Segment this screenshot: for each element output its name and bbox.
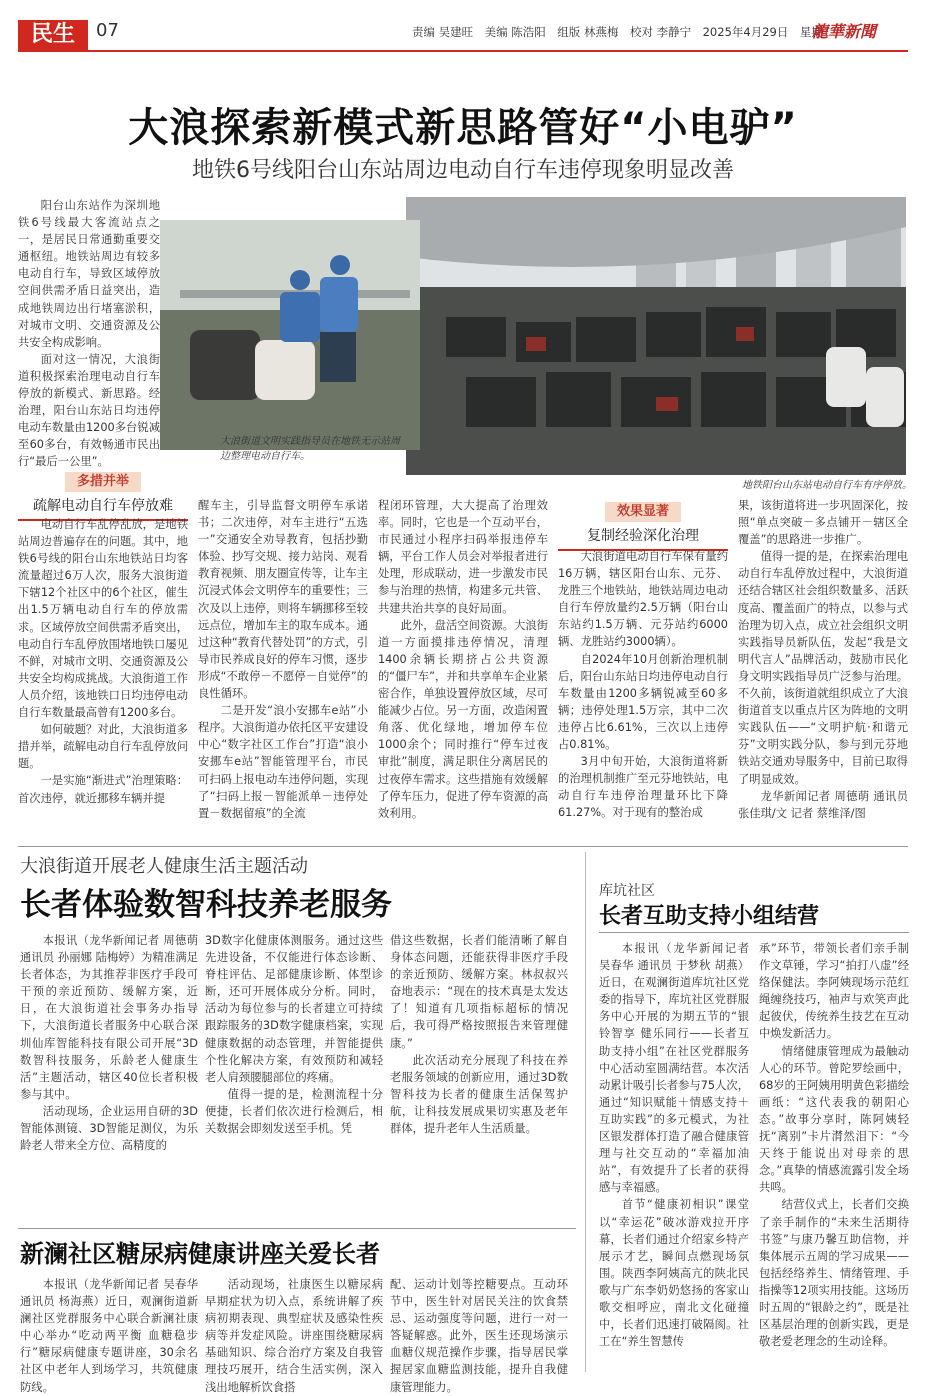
side-column-1-paragraph-2: 首节“健康初相识”课堂以“幸运花”破冰游戏拉开序幕，长者们通过介绍家乡特产展示才艺，瞬间点燃现场氛围。陕西李阿姨高亢的陕北民歌与广东李奶奶悠扬的客家山歌交相呼应，南北文化碰撞中，长者们迅速打破隔阂。社工在“养生智慧传 xyxy=(599,1198,749,1349)
column-3-paragraph-2: 此外，盘活空间资源。大浪街道一方面摸排违停情况，清理1400余辆长期挤占公共资源的“僵尸车”，并和共享单车企业紧密合作，单独设置停放区域，尽可能减少占位。另一方面，改造闲置角落、优化绿地，增加停车位1000余个；同时推行“停车过夜审批”制度，满足职住分离居民的过夜停车需求。这些措施有效缓解了停车压力，促进了停车资源的高效利用。 xyxy=(378,618,548,820)
sec3-column-1 xyxy=(20,1276,198,1394)
sec2-column-3-paragraph-1: 借这些数据，长者们能清晰了解自身体态问题，还能获得非医疗手段的亲近预防、缓解方案。林叔叔兴奋地表示：“现在的技术真是太发达了！知道有几项指标超标的情况后，我可得严格按照报告来管理健康。” xyxy=(390,934,568,1050)
sec2-column-2-paragraph-2: 值得一提的是，检测流程十分便捷，长者们依次进行检测后，相关数据会即刻发送至手机。凭 xyxy=(205,1087,383,1136)
page-number: 07 xyxy=(96,20,119,41)
side-column-2 xyxy=(759,940,909,1372)
sec3-column-1-paragraph: 本报讯（龙华新闻记者 吴春华 通讯员 杨海燕）近日，观澜街道新澜社区党群服务中心联合新澜社康中心举办“吃动两平衡 血糖稳步行”糖尿病健康专题讲座，30余名社区中老年人到场学习，共筑健康防线。 xyxy=(20,1278,198,1394)
article-column-2 xyxy=(198,497,368,840)
column-1-paragraph-3: 一是实施“渐进式”治理策略：首次违停，就近挪移车辆并提 xyxy=(18,774,188,805)
side-column-1 xyxy=(599,940,749,1372)
sec3-column-2 xyxy=(205,1276,383,1394)
column-5-byline: 龙华新闻记者 周德萌 通讯员 张佳琪/文 记者 蔡维泽/图 xyxy=(738,789,908,820)
sec3-column-3-paragraph: 配、运动计划等控糖要点。互动环节中，医生针对居民关注的饮食禁忌、运动强度等问题，进行一对一答疑解惑。此外，医生还现场演示血糖仪规范操作步骤，指导居民掌握居家血糖监测技能，提升自我健康管理能力。 xyxy=(390,1278,568,1394)
subhead-measures-text: 疏解电动自行车停放难 xyxy=(18,495,188,521)
sec2-title: 长者体验数智科技养老服务 xyxy=(20,887,392,923)
article-column-1 xyxy=(18,516,188,840)
sec2-column-2-paragraph-1: 3D数字化健康体测服务。通过这些先进设备，不仅能进行体态诊断、脊柱评估、足部健康诊断、体型诊断，还可开展体成分分析。同时，活动为每位参与的长者建立可持续跟踪服务的3D数字健康档案，实现健康数据的动态管理，并智能提供个性化解决方案，有效预防和减轻老人肩颈腰腿部位的疼痛。 xyxy=(205,934,383,1084)
column-5-paragraph-1: 果，该街道将进一步巩固深化，按照“单点突破－多点铺开－辖区全覆盖”的思路进一步推广。 xyxy=(738,499,908,547)
page-header xyxy=(0,0,926,46)
subhead-measures xyxy=(18,470,188,521)
side-title-rule xyxy=(599,932,909,933)
sec3-title: 新澜社区糖尿病健康讲座关爱长者 xyxy=(20,1240,380,1268)
side-kicker: 库坑社区 xyxy=(599,883,655,899)
column-4-paragraph-2: 自2024年10月创新治理机制后，阳台山东站日均违停电动自行车数量由1200多辆锐减至60多辆；违停处理1.5万宗，其中二次违停占比6.61%，三次以上违停占0.81%。 xyxy=(558,652,728,752)
column-3-paragraph-1: 程闭环管理，大大提高了治理效率。同时，它也是一个互动平台，市民通过小程序扫码举报违停车辆，平台工作人员会对举报者进行处理，形成联动，进一步激发市民参与治理的热情，构建多元共管、共建共治共享的良好局面。 xyxy=(378,499,548,615)
side-column-2-paragraph-2: 情绪健康管理成为最触动人心的环节。曾陀罗绘画中，68岁的王阿姨用明黄色彩描绘画纸：“这代表我的朝阳心态。”故事分享时，陈阿姨轻抚“离别”卡片潸然泪下：“今天终于能说出对母亲的思念。”真挚的情感流露引发全场共鸣。 xyxy=(759,1044,909,1195)
sec2-column-1 xyxy=(20,932,198,1224)
section-3-divider xyxy=(18,1228,576,1229)
sec2-column-1-paragraph-1: 本报讯（龙华新闻记者 周德萌 通讯员 孙丽娜 陆梅婷）为精准满足长者体态，为其推荐非医疗手段可干预的亲近预防、缓解方案，近日，在大浪街道社会事务办指导下，大浪街道长者服务中心联合深圳仙库智能科技有限公司开展“3D数智科技服务，乐龄老人健康生活”主题活动，辖区40位长者积极参与其中。 xyxy=(20,934,198,1101)
subhead-results-tag: 效果显著 xyxy=(605,502,681,522)
newspaper-logo: 龍華新聞 xyxy=(812,22,877,41)
headline: 大浪探索新模式新思路管好“小电驴” xyxy=(128,105,798,151)
side-column-2-paragraph-1: 承”环节，带领长者们亲手制作文草锤，学习“拍打八虚”经络保健法。李阿姨现场示范红绳缠绕技巧，袖声与欢笑声此起彼伏，传统养生技艺在互动中焕发新活力。 xyxy=(759,942,909,1041)
side-story-divider xyxy=(585,852,586,1372)
parking-photo-caption: 地铁阳台山东站电动自行车有序停放。 xyxy=(742,480,912,491)
column-2-paragraph-2: 二是开发“浪小安挪车e站”小程序。大浪街道办依托区平安建设中心“数字社区工作台”打造“浪小安挪车e站”智能管理平台，市民可扫码上报电动车违停问题，实现了“扫码上报－智能派单－违停处置－数据留痕”的全流 xyxy=(198,704,368,820)
column-4-paragraph-3: 3月中旬开始，大浪街道将新的治理机制推广至元芬地铁站，电动自行车违停治理量环比下降61.27%。对于现有的整治成 xyxy=(558,755,728,820)
sec2-column-3-paragraph-2: 此次活动充分展现了科技在养老服务领域的创新应用，通过3D数智科技为长者的健康生活保驾护航，让科技发展成果切实惠及老年群体，提升老年人生活质量。 xyxy=(390,1053,568,1136)
subheadline: 地铁6号线阳台山东站周边电动自行车违停现象明显改善 xyxy=(192,158,734,183)
column-1-paragraph-1: 电动自行车乱停乱放，是地铁站周边普遍存在的问题。其中，地铁6号线的阳台山东地铁站日均客流量超过6万人次，服务大浪街道下辖12个社区中的6个社区，催生出1.5万辆电动自行车的停放需求。区域停放空间供需矛盾突出，电动自行车乱停放围堵地铁口屡见不鲜，对城市文明、交通资源及公共安全均构成挑战。大浪街道工作人员介绍，该地铁口日均违停电动自行车数量最高曾有1200多台。 xyxy=(18,518,188,720)
sec2-column-2 xyxy=(205,932,383,1224)
volunteer-photo xyxy=(160,220,420,450)
parking-photo-graphic xyxy=(406,197,906,475)
article-column-4 xyxy=(558,548,728,840)
sec2-kicker: 大浪街道开展老人健康生活主题活动 xyxy=(20,856,308,877)
section-tag: 民生 xyxy=(18,20,88,50)
article-intro xyxy=(18,197,160,467)
subhead-results xyxy=(558,500,728,551)
side-column-2-paragraph-3: 结营仪式上，长者们交换了亲手制作的“未来生活期待书签”与康乃馨互助信物，并集体展示五周的学习成果——包括经络养生、情绪管理、手指操等12项实用技能。这场历时五周的“银龄之约”，既是社区基层治理的创新实践，更是敬老爱老理念的生动诠释。 xyxy=(759,1198,909,1349)
sec2-column-1-paragraph-2: 活动现场，企业运用自研的3D智能体测镜、3D智能足测仪，为乐龄老人带来全方位、高精度的 xyxy=(20,1104,198,1153)
column-5-paragraph-2: 值得一提的是，在探索治理电动自行车乱停放过程中，大浪街道还结合辖区社会组织数量多、活跃度高、覆盖面广的特点，以参与式治理为切入点，成立社会组织文明实践指导员新队伍，发起“我是文明代言人”品牌活动，鼓励市民化身文明实践指导员广泛参与治理。不久前，该街道就组织成立了大浪街道首支以重点片区为阵地的文明实践队伍——“文明护航·和谐元芬”文明实践分队，参与到元芬地铁站交通劝导服务中，目前已取得了明显成效。 xyxy=(738,550,908,786)
subhead-results-text: 复制经验深化治理 xyxy=(558,525,728,551)
header-divider xyxy=(18,50,908,52)
editor-credits: 责编 吴建旺 美编 陈浩阳 组版 林燕梅 校对 李静宁 2025年4月29日 星期二 xyxy=(412,25,835,39)
intro-paragraph-1: 阳台山东站作为深圳地铁6号线最大客流站点之一，是居民日常通勤重要交通枢纽。地铁站周边有较多电动自行车，导致区域停放空间供需矛盾日益突出，造成地铁周边出行堵塞淤积，对城市文明、交通资源及公共安全构成影响。 xyxy=(18,199,160,349)
parking-photo xyxy=(406,197,906,475)
intro-paragraph-2: 面对这一情况，大浪街道积极探索治理电动自行车停放的新模式、新思路。经治理，阳台山东站日均违停电动车数量由1200多台锐减至60多台，有效畅通市民出行“最后一公里”。 xyxy=(18,352,160,469)
article-column-3 xyxy=(378,497,548,840)
sec3-column-2-paragraph: 活动现场，社康医生以糖尿病早期症状为切入点，系统讲解了疾病初期表现、典型症状及感染性疾病等并发症风险。讲座围绕糖尿病基础知识、综合治疗方案及自我管理技巧展开，结合生活实例，深入浅出地解析饮食搭 xyxy=(205,1278,383,1394)
volunteer-photo-caption: 大浪街道文明实践指导员在地铁无示站周边整理电动自行车。 xyxy=(220,436,400,462)
subhead-measures-tag: 多措并举 xyxy=(65,472,141,492)
sec3-column-3 xyxy=(390,1276,568,1394)
column-2-paragraph-1: 醒车主，引导监督文明停车承诺书；二次违停，对车主进行“五选一”交通安全劝导教育，包括抄勤体验、抄写交规、接力站岗、观看教育视频、朋友圈宣传等，让车主沉浸式体会文明停车的重要性；三次及以上违停，则将车辆挪移至较远点位，增加车主的取车成本。通过这种“教育代替处罚”的方式，引导市民养成良好的停车习惯，逐步形成“不敢停－不愿停－自觉停”的良性循环。 xyxy=(198,499,368,701)
volunteer-photo-graphic xyxy=(160,220,420,450)
column-4-paragraph-1: 大浪街道电动自行车保有量约16万辆，辖区阳台山东、元芬、龙胜三个地铁站，地铁站周边电动自行车停放量约2.5万辆（阳台山东站约1.5万辆、元芬站约6000辆、龙胜站约3000辆）。 xyxy=(558,550,728,649)
sec2-column-3 xyxy=(390,932,568,1224)
side-title: 长者互助支持小组结营 xyxy=(599,904,820,929)
section-divider xyxy=(18,846,908,847)
article-column-5 xyxy=(738,497,908,840)
side-column-1-paragraph-1: 本报讯（龙华新闻记者 吴春华 通讯员 于梦秋 胡燕）近日，在观澜街道库坑社区党委的指导下，库坑社区党群服务中心开展的为期五节的“银铃智享 健乐同行——长者互助支持小组”在社区党群服务中心活动室圆满结营。本次活动累计吸引长者参与75人次，通过“知识赋能＋情感支持＋互助实践”的多元模式，为社区银发群体打造了融合健康管理与社交互动的“幸福加油站”，有效提升了长者的获得感与幸福感。 xyxy=(599,942,749,1195)
column-1-paragraph-2: 如何破题？对此，大浪街道多措并举，疏解电动自行车乱停放问题。 xyxy=(18,723,188,771)
